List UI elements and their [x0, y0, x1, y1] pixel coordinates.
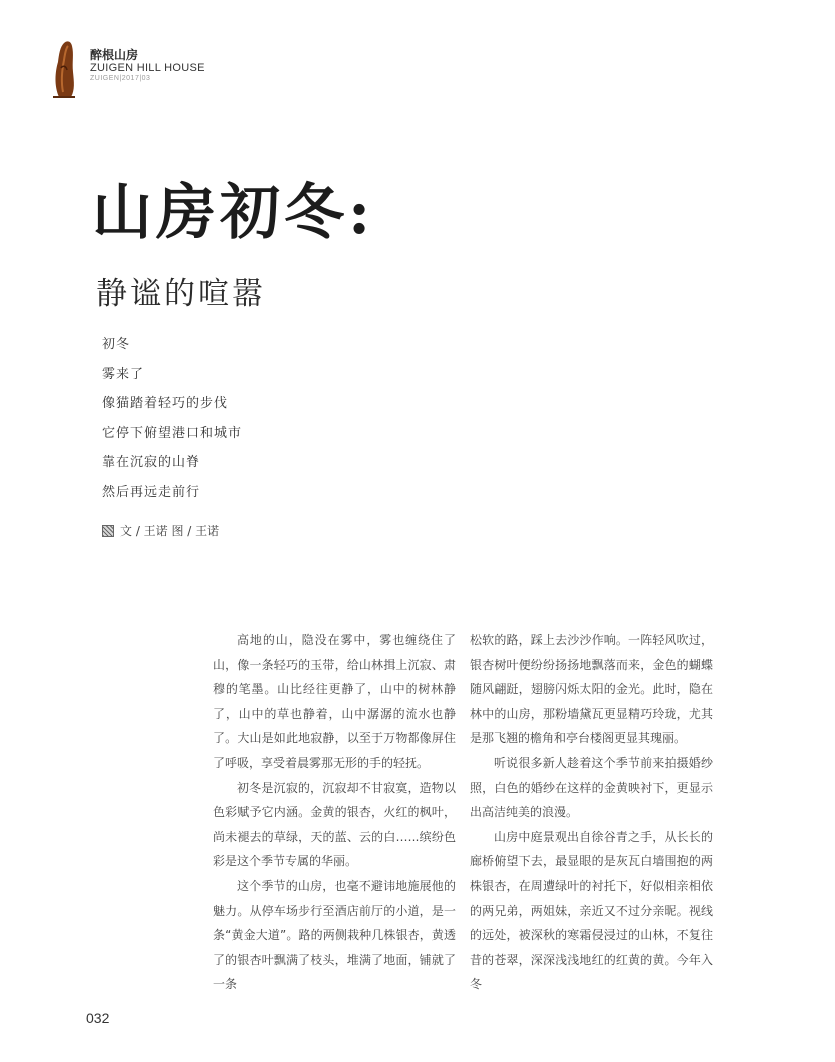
- poem-line: 像猫踏着轻巧的步伐: [102, 396, 229, 411]
- root-sculpture-logo-icon: [50, 40, 78, 98]
- article-column-right: [470, 628, 713, 997]
- byline: [102, 523, 219, 539]
- brand-text: [90, 48, 205, 83]
- intro-poem: [102, 335, 242, 512]
- byline-text: 文 / 王诺 图 / 王诺: [120, 524, 220, 538]
- paragraph: 初冬是沉寂的，沉寂却不甘寂寞，造物以色彩赋予它内涵。金黄的银杏，火红的枫叶，尚未褪去的草绿，天的蓝、云的白……缤纷色彩是这个季节专属的华丽。: [213, 780, 456, 869]
- poem-line: 初冬: [102, 337, 131, 352]
- poem-line: 它停下俯望港口和城市: [102, 425, 243, 441]
- poem-line: 雾来了: [102, 366, 145, 382]
- poem-line: 靠在沉寂的山脊: [102, 455, 201, 470]
- brand-name-en: ZUIGEN HILL HOUSE: [90, 62, 205, 74]
- brand-name-cn: 醉根山房: [90, 48, 139, 62]
- article-column-left: [213, 628, 456, 997]
- paragraph: 松软的路，踩上去沙沙作响。一阵轻风吹过，银杏树叶便纷纷扬扬地飘落而来，金色的蝴蝶随风翩跹，翅膀闪烁太阳的金光。此时，隐在林中的山房，那粉墙黛瓦更显精巧玲珑，尤其是那飞翘的檐角和亭台楼阁更显其瑰丽。: [470, 633, 713, 746]
- hatched-square-icon: [102, 525, 114, 537]
- article-subtitle: 静谧的喧嚣: [96, 276, 266, 312]
- paragraph: 听说很多新人趁着这个季节前来拍摄婚纱照，白色的婚纱在这样的金黄映衬下，更显示出高洁纯美的浪漫。: [470, 755, 713, 820]
- page-number: 032: [86, 1010, 110, 1026]
- paragraph: 这个季节的山房，也毫不避讳地施展他的魅力。从停车场步行至酒店前厅的小道，是一条“黄金大道”。路的两侧栽种几株银杏，黄透了的银杏叶飘满了枝头，堆满了地面，铺就了一条: [213, 878, 456, 992]
- issue-code: ZUIGEN|2017|03: [90, 75, 151, 82]
- paragraph: 高地的山，隐没在雾中，雾也缠绕住了山，像一条轻巧的玉带，给山林揖上沉寂、肃穆的笔墨。山比经往更静了，山中的树林静了，山中的草也静着，山中潺潺的流水也静了。大山是如此地寂静，以至于万物都像屏住了呼吸，享受着晨雾那无形的手的轻抚。: [213, 633, 456, 770]
- poem-line: 然后再远走前行: [102, 484, 201, 500]
- paragraph: 山房中庭景观出自徐谷青之手，从长长的廊桥俯望下去，最显眼的是灰瓦白墙围抱的两株银杏，在周遭绿叶的衬托下，好似相亲相依的两兄弟，两姐妹，亲近又不过分亲昵。视线的远处，被深秋的寒霜侵浸过的山林，不复往昔的苍翠，深深浅浅地红的红黄的黄。今年入冬: [470, 829, 713, 992]
- article-title: 山房初冬:: [92, 178, 375, 248]
